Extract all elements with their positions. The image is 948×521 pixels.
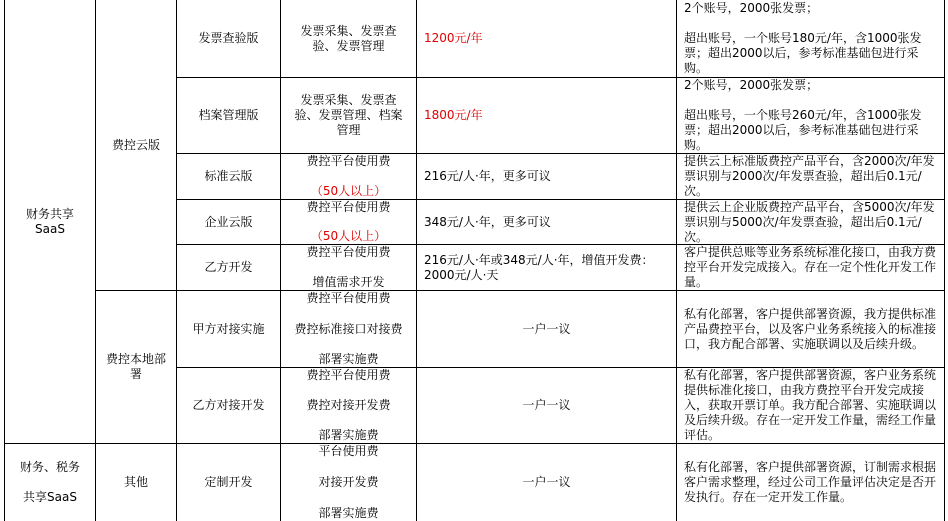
- product-cell: [177, 444, 280, 521]
- price-cell: [424, 245, 672, 290]
- note-cell: [684, 245, 942, 290]
- content-cell: [281, 368, 416, 443]
- product-name: 档案管理版: [198, 108, 259, 122]
- price-value: 216元/人·年或348元/人·年，增值开发费：2000元/人·天: [424, 252, 654, 282]
- product-name: 甲方对接实施: [192, 321, 265, 336]
- content-line: 发票采集、发票查 验、发票管理: [300, 23, 397, 53]
- subgroup-cell: [96, 291, 176, 443]
- subgroup-label: 其他: [123, 475, 148, 489]
- price-cell: [424, 154, 676, 199]
- content-line: 部署实施费: [318, 352, 379, 366]
- product-cell: [177, 245, 280, 290]
- price-cell: [424, 200, 676, 244]
- content-cell: [281, 245, 416, 290]
- content-line: 费控平台使用费: [306, 200, 391, 214]
- category-cell: [5, 444, 95, 521]
- note-cell: [684, 0, 942, 77]
- subgroup-label: 费控本地部 署: [105, 352, 166, 381]
- product-cell: [177, 78, 280, 153]
- price-value: 一户一议: [522, 321, 571, 336]
- price-value: 348元/人·年，更多可议: [424, 214, 551, 229]
- content-line: 发票采集、发票查 验、发票管理、档案 管理: [294, 93, 403, 137]
- content-cell: [281, 154, 416, 199]
- product-cell: [177, 291, 280, 367]
- product-name: 标准云版: [204, 169, 253, 183]
- note-cell: [684, 444, 942, 521]
- content-line: 平台使用费: [318, 444, 379, 458]
- note-text: 提供云上标准版费控产品平台，含2000次/年发票识别与2000次/年发票查验，超出后0.1元/次。: [684, 154, 935, 198]
- price-cell: [424, 78, 676, 153]
- product-cell: [177, 0, 280, 77]
- content-line: 费控标准接口对接费: [294, 321, 403, 336]
- note-text: 提供云上企业版费控产品平台，含5000次/年发票识别与5000次/年发票查验，超出后0.1元/次。: [684, 199, 935, 244]
- price-cell: [424, 0, 676, 77]
- content-cell: [281, 444, 416, 521]
- content-line: 增值需求开发: [312, 275, 385, 289]
- category-label: 财务共享 SaaS: [25, 206, 74, 236]
- content-line: 部署实施费: [318, 506, 379, 520]
- note-cell: [684, 200, 942, 244]
- product-cell: [177, 368, 280, 443]
- content-cell: [281, 78, 416, 153]
- product-cell: [177, 200, 280, 244]
- product-name: 发票查验版: [198, 31, 259, 45]
- content-line: 费控对接开发费: [306, 398, 391, 412]
- content-line: 对接开发费: [318, 475, 379, 489]
- content-line-highlight: （50人以上）: [310, 184, 387, 198]
- note-text: 客户提供总账等业务系统标准化接口，由我方费控平台开发完成接入。存在一定个性化开发工作量。: [684, 245, 937, 289]
- price-value: 216元/人·年，更多可议: [424, 169, 551, 183]
- content-cell: [281, 0, 416, 77]
- product-name: 乙方开发: [204, 260, 253, 274]
- category-label: 财务、税务 共享SaaS: [19, 460, 80, 504]
- product-name: 企业云版: [204, 214, 253, 229]
- category-cell: [5, 0, 95, 443]
- product-cell: [177, 154, 280, 199]
- product-name: 定制开发: [204, 475, 253, 489]
- price-value: 一户一议: [522, 475, 571, 489]
- note-cell: [684, 368, 942, 443]
- note-cell: [684, 154, 942, 199]
- content-cell: [281, 291, 416, 367]
- note-text: 2个账号，2000张发票； 超出账号，一个账号180元/年，含1000张发票；超出2000以后，参考标准基础包进行采购。: [684, 1, 922, 75]
- price-value: 一户一议: [522, 398, 571, 412]
- content-line: 费控平台使用费: [306, 368, 391, 382]
- price-cell: [417, 291, 676, 367]
- note-text: 2个账号，2000张发票； 超出账号，一个账号260元/年，含1000张发票；超出2000以后，参考标准基础包进行采购。: [684, 78, 922, 152]
- content-line: 费控平台使用费: [306, 291, 391, 305]
- product-name: 乙方对接开发: [192, 398, 265, 412]
- content-line: 部署实施费: [318, 428, 379, 442]
- note-text: 私有化部署，客户提供部署资源，客户业务系统提供标准化接口，由我方费控平台开发完成接入，获取开票订单。我方配合部署、实施联调以及后续升级。存在一定开发工作量，需经工作量评估。: [684, 368, 937, 442]
- price-value: 1800元/年: [424, 108, 483, 122]
- note-text: 私有化部署，客户提供部署资源，订制需求根据客户需求整理，经过公司工作量评估决定是否开发执行。存在一定开发工作量。: [684, 460, 937, 504]
- subgroup-label: 费控云版: [111, 137, 160, 152]
- subgroup-cell: [96, 444, 176, 521]
- content-cell: [281, 200, 416, 244]
- note-cell: [684, 291, 942, 367]
- content-line: 费控平台使用费: [306, 245, 391, 259]
- content-line: 费控平台使用费: [306, 154, 391, 168]
- note-cell: [684, 78, 942, 153]
- price-cell: [417, 368, 676, 443]
- price-cell: [417, 444, 676, 521]
- price-value: 1200元/年: [424, 31, 483, 45]
- note-text: 私有化部署，客户提供部署资源，我方提供标准产品费控平台，以及客户业务系统接入的标准接口，我方配合部署、实施联调以及后续升级。: [684, 306, 937, 351]
- subgroup-cell: [96, 0, 176, 290]
- content-line-highlight: （50人以上）: [310, 229, 387, 243]
